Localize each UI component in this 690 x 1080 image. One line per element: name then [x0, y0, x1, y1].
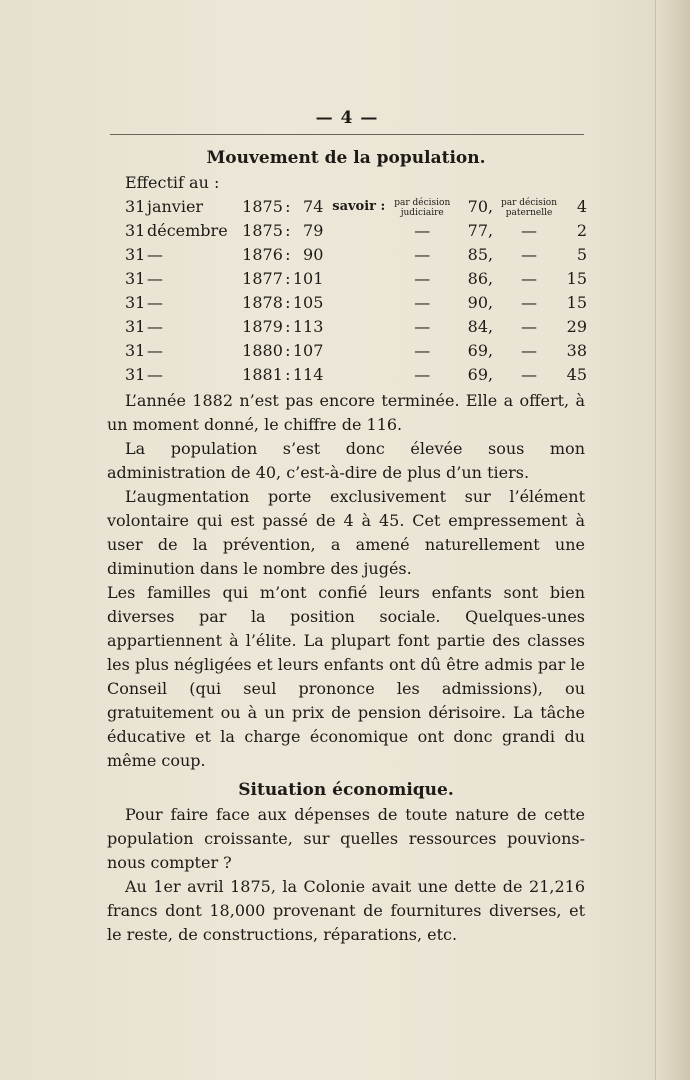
- population-table: [125, 195, 587, 387]
- cell-month: —: [146, 269, 163, 288]
- colon: :: [285, 269, 291, 288]
- cell-day: 31: [125, 365, 146, 384]
- cell-month: —: [146, 245, 163, 264]
- paragraph: Pour faire face aux dépenses de toute nature de cette population croissante, sur quelles ressources pouvions-nous compter ?: [107, 805, 585, 872]
- cell-total: 101: [292, 269, 324, 288]
- section-title-population: Mouvement de la population.: [206, 148, 486, 168]
- cell-jud-label: —: [414, 365, 431, 384]
- decision-label: par décision paternelle: [501, 197, 558, 218]
- cell-savoir: savoir :: [332, 199, 386, 214]
- table-row: [125, 243, 587, 267]
- cell-savoir: [323, 315, 385, 339]
- cell-day: 31: [125, 197, 146, 216]
- table-row: [125, 291, 587, 315]
- cell-savoir: [323, 243, 385, 267]
- table-row: [125, 315, 587, 339]
- cell-total: 105: [292, 293, 324, 312]
- cell-day: 31: [125, 317, 146, 336]
- cell-jud-label: —: [414, 341, 431, 360]
- cell-total: 114: [292, 365, 324, 384]
- cell-year: 1875: [242, 197, 283, 216]
- cell-jud-label: —: [414, 221, 431, 240]
- cell-total: 113: [292, 317, 324, 336]
- cell-year: 1875: [242, 221, 283, 240]
- table-row: [125, 267, 587, 291]
- colon: :: [285, 245, 291, 264]
- colon: :: [285, 197, 291, 216]
- cell-year: 1879: [242, 317, 283, 336]
- cell-jud-label: [385, 195, 459, 219]
- cell-jud-label: —: [414, 293, 431, 312]
- cell-pat: 45: [566, 365, 587, 384]
- cell-pat-label: —: [521, 245, 538, 264]
- cell-year: 1877: [242, 269, 283, 288]
- cell-jud-label: —: [414, 245, 431, 264]
- cell-day: 31: [125, 269, 146, 288]
- cell-jud: 69,: [467, 365, 494, 384]
- effectif-label: Effectif au :: [125, 173, 220, 192]
- colon: :: [285, 341, 291, 360]
- cell-savoir: [323, 219, 385, 243]
- section-title-economique: Situation économique.: [238, 780, 454, 800]
- cell-savoir: [323, 339, 385, 363]
- cell-total: 107: [292, 341, 324, 360]
- colon: :: [285, 293, 291, 312]
- cell-year: 1878: [242, 293, 283, 312]
- paragraph: L’année 1882 n’est pas encore terminée. Elle a offert, à un moment donné, le chiffre de 116.: [107, 391, 585, 434]
- cell-pat-label: —: [521, 341, 538, 360]
- cell-pat-label: [493, 195, 565, 219]
- cell-jud: 77,: [467, 221, 494, 240]
- table-row: [125, 363, 587, 387]
- table-row: [125, 339, 587, 363]
- cell-day: 31: [125, 221, 146, 240]
- cell-pat-label: —: [521, 317, 538, 336]
- table-row: [125, 195, 587, 219]
- paragraph: L’augmentation porte exclusivement sur l’élément volontaire qui est passé de 4 à 45. Cet empressement à user de la prévention, a amené naturellement une diminution dans le nombre des jugés.: [107, 487, 585, 578]
- cell-jud-label: —: [414, 317, 431, 336]
- cell-savoir: [323, 267, 385, 291]
- cell-jud: 85,: [467, 245, 494, 264]
- page-edge: [655, 0, 690, 1080]
- paragraph: Au 1er avril 1875, la Colonie avait une dette de 21,216 francs dont 18,000 provenant de fournitures diverses, et le reste, de constructions, réparations, etc.: [107, 877, 585, 944]
- cell-month: —: [146, 341, 163, 360]
- cell-total: 79: [303, 221, 324, 240]
- colon: :: [285, 365, 291, 384]
- cell-pat-label: —: [521, 269, 538, 288]
- cell-year: 1876: [242, 245, 283, 264]
- cell-year: 1880: [242, 341, 283, 360]
- cell-pat: 15: [566, 269, 587, 288]
- page-number: — 4 —: [315, 108, 379, 128]
- cell-jud: 70,: [467, 197, 494, 216]
- table-row: [125, 219, 587, 243]
- cell-total: 90: [303, 245, 324, 264]
- cell-pat: 2: [576, 221, 587, 240]
- cell-month: —: [146, 365, 163, 384]
- colon: :: [285, 317, 291, 336]
- cell-pat: 5: [576, 245, 587, 264]
- cell-jud: 90,: [467, 293, 494, 312]
- cell-day: 31: [125, 293, 146, 312]
- cell-jud-label: —: [414, 269, 431, 288]
- cell-year: 1881: [242, 365, 283, 384]
- cell-pat-label: —: [521, 221, 538, 240]
- cell-day: 31: [125, 245, 146, 264]
- cell-pat-label: —: [521, 365, 538, 384]
- cell-day: 31: [125, 341, 146, 360]
- cell-jud: 84,: [467, 317, 494, 336]
- cell-savoir: [323, 291, 385, 315]
- cell-savoir: [323, 363, 385, 387]
- page-header: [110, 106, 584, 135]
- cell-month: décembre: [146, 221, 228, 240]
- cell-pat: 15: [566, 293, 587, 312]
- cell-pat: 29: [566, 317, 587, 336]
- cell-pat: 4: [576, 197, 587, 216]
- cell-jud: 86,: [467, 269, 494, 288]
- paragraph: Les familles qui m’ont confié leurs enfants sont bien diverses par la position sociale. Quelques-unes appartiennent à l’élite. La plupart font partie des classes les plus négligées et leurs enfants ont dû être admis par le Conseil (qui seul prononce les admissions), ou gratuitement ou à un prix de pension dérisoire. La tâche éducative et la charge économique ont donc grandi du même coup.: [107, 583, 585, 770]
- colon: :: [285, 221, 291, 240]
- cell-pat: 38: [566, 341, 587, 360]
- page-content: [107, 140, 585, 947]
- cell-total: 74: [303, 197, 324, 216]
- paragraph: La population s’est donc élevée sous mon administration de 40, c’est-à-dire de plus d’un tiers.: [107, 439, 585, 482]
- decision-label: par décision judiciaire: [394, 197, 451, 218]
- cell-month: —: [146, 317, 163, 336]
- cell-month: janvier: [146, 197, 204, 216]
- cell-jud: 69,: [467, 341, 494, 360]
- cell-month: —: [146, 293, 163, 312]
- cell-pat-label: —: [521, 293, 538, 312]
